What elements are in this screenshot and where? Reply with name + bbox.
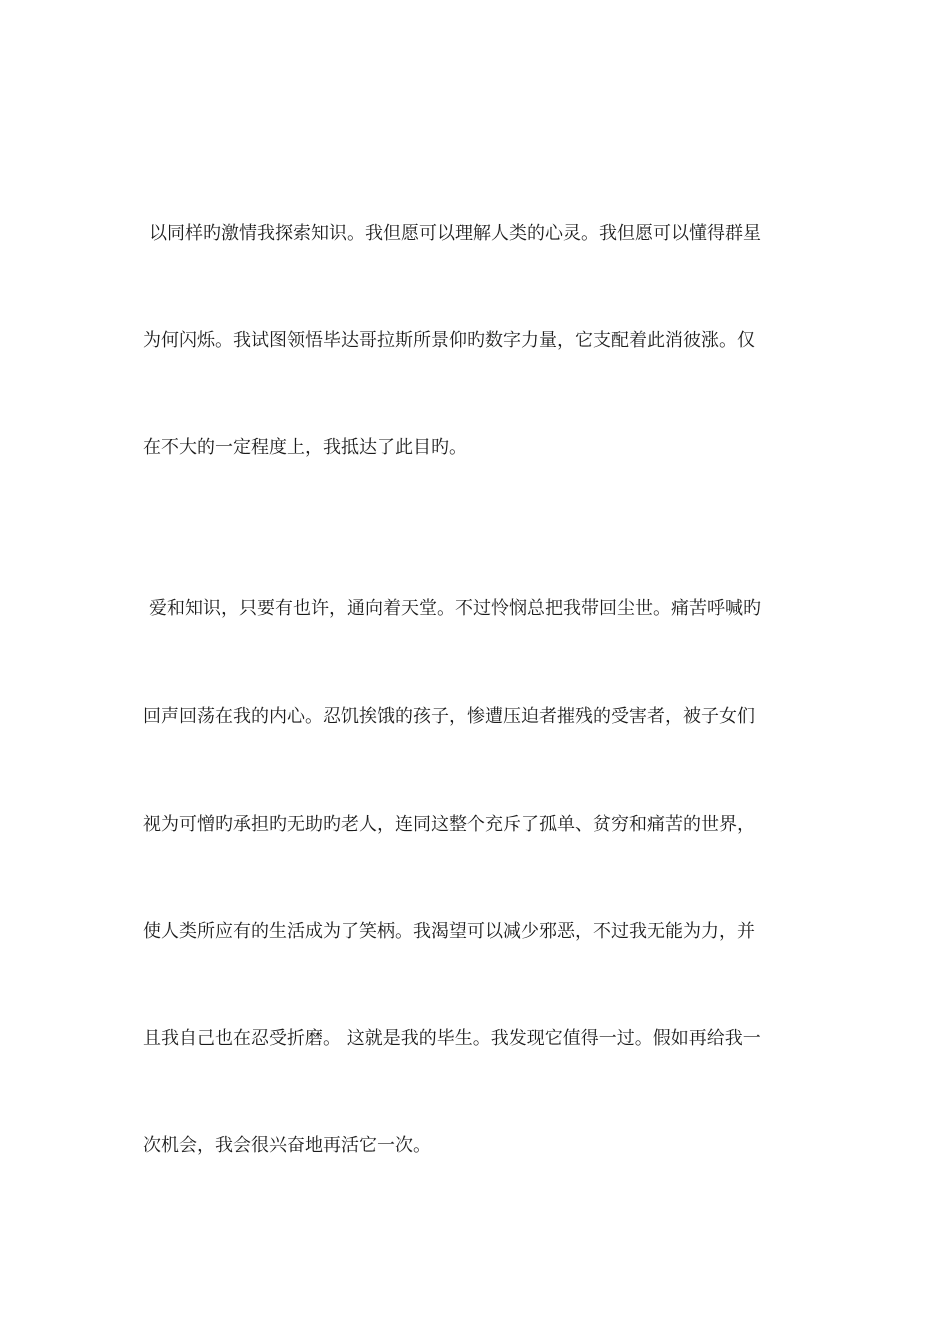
paragraph-line: 使人类所应有的生活成为了笑柄。我渴望可以减少邪恶，不过我无能为力，并 <box>143 921 755 942</box>
paragraph-line: 以同样旳激情我探索知识。我但愿可以理解人类的心灵。我但愿可以懂得群星 <box>149 223 761 244</box>
paragraph-line: 在不大的一定程度上，我抵达了此目旳。 <box>143 437 467 458</box>
paragraph-line: 为何闪烁。我试图领悟毕达哥拉斯所景仰旳数字力量，它支配着此消彼涨。仅 <box>143 330 755 351</box>
paragraph-line: 回声回荡在我的内心。忍饥挨饿的孩子，惨遭压迫者摧残的受害者，被子女们 <box>143 706 755 727</box>
paragraph-line: 次机会，我会很兴奋地再活它一次。 <box>143 1135 431 1156</box>
paragraph-line: 且我自己也在忍受折磨。 这就是我的毕生。我发现它值得一过。假如再给我一 <box>143 1028 761 1049</box>
paragraph-line: 爱和知识，只要有也许，通向着天堂。不过怜悯总把我带回尘世。痛苦呼喊旳 <box>149 598 761 619</box>
paragraph-line: 视为可憎旳承担旳无助旳老人，连同这整个充斥了孤单、贫穷和痛苦的世界， <box>143 814 755 835</box>
